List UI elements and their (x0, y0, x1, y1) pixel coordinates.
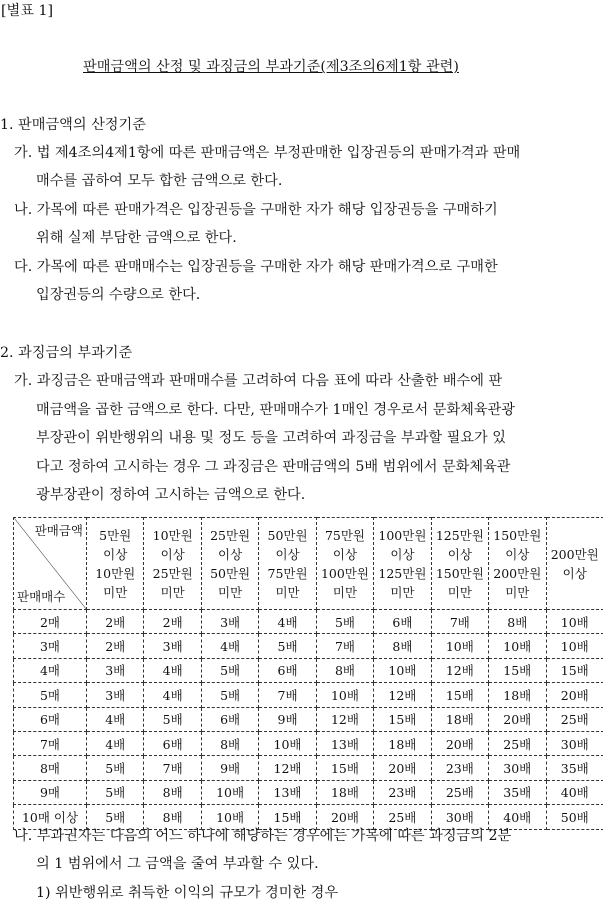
multiplier-cell: 8배 (144, 805, 201, 829)
row-label: 9매 (14, 780, 87, 804)
column-header-line: 100만원 (374, 526, 430, 545)
multiplier-cell: 12배 (316, 707, 373, 731)
section2-line-4: 다고 정하여 고시하는 경우 그 과징금은 판매금액의 5배 범위에서 문화체육관 (36, 458, 510, 476)
penalty-multiplier-table (13, 517, 603, 830)
multiplier-cell: 30배 (546, 731, 603, 755)
multiplier-cell: 5배 (87, 756, 144, 780)
multiplier-cell: 5배 (144, 707, 201, 731)
multiplier-cell: 35배 (546, 756, 603, 780)
multiplier-cell: 23배 (374, 780, 431, 804)
multiplier-cell: 2배 (87, 634, 144, 658)
multiplier-cell: 4배 (144, 683, 201, 707)
column-header-line: 이상 (144, 545, 200, 564)
section1-heading: 1. 판매금액의 산정기준 (0, 116, 146, 134)
column-header-line: 50만원 (259, 526, 315, 545)
multiplier-cell: 23배 (431, 756, 488, 780)
multiplier-cell: 25배 (374, 805, 431, 829)
column-header-line: 25만원 (144, 564, 200, 583)
column-header-line: 100만원 (317, 564, 373, 583)
multiplier-cell: 3배 (87, 683, 144, 707)
multiplier-cell: 4배 (87, 731, 144, 755)
multiplier-cell: 3배 (87, 658, 144, 682)
multiplier-cell: 18배 (489, 683, 546, 707)
multiplier-cell: 2배 (144, 610, 201, 634)
multiplier-cell: 10배 (431, 634, 488, 658)
multiplier-cell: 10배 (259, 731, 316, 755)
multiplier-cell: 5배 (201, 683, 258, 707)
row-label: 10매 이상 (14, 805, 87, 829)
multiplier-cell: 15배 (489, 658, 546, 682)
column-header-line: 미만 (489, 583, 545, 602)
column-header-7 (431, 518, 488, 610)
multiplier-cell: 8배 (374, 634, 431, 658)
multiplier-cell: 13배 (316, 731, 373, 755)
multiplier-cell: 4배 (87, 707, 144, 731)
column-header-line: 이상 (259, 545, 315, 564)
section2-line-1: 가. 과징금은 판매금액과 판매매수를 고려하여 다음 표에 따라 산출한 배수에 판 (14, 372, 502, 390)
multiplier-cell: 15배 (259, 805, 316, 829)
column-header-line: 미만 (87, 583, 143, 602)
column-header-line: 150만원 (432, 564, 488, 583)
table-row (14, 707, 603, 731)
multiplier-cell: 20배 (316, 805, 373, 829)
multiplier-cell: 7배 (259, 683, 316, 707)
column-header-6 (374, 518, 431, 610)
column-header-line: 5만원 (87, 526, 143, 545)
multiplier-cell: 12배 (259, 756, 316, 780)
multiplier-cell: 10배 (201, 780, 258, 804)
multiplier-cell: 9배 (201, 756, 258, 780)
section1-line-5: 다. 가목에 따른 판매매수는 입장권등을 구매한 자가 해당 판매가격으로 구매한 (14, 258, 498, 276)
section2-line-2: 매금액을 곱한 금액으로 한다. 다만, 판매매수가 1매인 경우로서 문화체육관광 (36, 401, 515, 419)
multiplier-cell: 40배 (546, 780, 603, 804)
multiplier-cell: 5배 (87, 805, 144, 829)
row-label: 2매 (14, 610, 87, 634)
row-label: 6매 (14, 707, 87, 731)
column-header-line: 이상 (317, 545, 373, 564)
multiplier-cell: 50배 (546, 805, 603, 829)
multiplier-cell: 25배 (431, 780, 488, 804)
section2-line-5: 광부장관이 정하여 고시하는 금액으로 한다. (36, 486, 305, 504)
table-row (14, 634, 603, 658)
multiplier-cell: 8배 (144, 780, 201, 804)
multiplier-cell: 8배 (201, 731, 258, 755)
multiplier-cell: 8배 (316, 658, 373, 682)
multiplier-cell: 15배 (431, 683, 488, 707)
multiplier-cell: 20배 (489, 707, 546, 731)
row-label: 8매 (14, 756, 87, 780)
column-header-9 (546, 518, 603, 610)
table-row (14, 731, 603, 755)
multiplier-cell: 25배 (546, 707, 603, 731)
multiplier-cell: 40배 (489, 805, 546, 829)
column-header-line: 미만 (317, 583, 373, 602)
section1-line-3: 나. 가목에 따른 판매가격은 입장권등을 구매한 자가 해당 입장권등을 구매하기 (14, 201, 498, 219)
multiplier-cell: 5배 (201, 658, 258, 682)
multiplier-cell: 12배 (374, 683, 431, 707)
column-header-8 (489, 518, 546, 610)
multiplier-cell: 7배 (144, 756, 201, 780)
multiplier-cell: 10배 (546, 634, 603, 658)
multiplier-cell: 15배 (316, 756, 373, 780)
section2-line-6: 나. 부과권자는 다음의 어느 하나에 해당하는 경우에는 가목에 따른 과징금의 2분 (14, 827, 511, 845)
column-header-line: 이상 (547, 564, 603, 583)
column-header-line: 이상 (202, 545, 258, 564)
row-label: 7매 (14, 731, 87, 755)
column-header-line: 200만원 (489, 564, 545, 583)
column-header-2 (144, 518, 201, 610)
column-header-line: 미만 (374, 583, 430, 602)
column-header-line: 미만 (144, 583, 200, 602)
row-label: 5매 (14, 683, 87, 707)
multiplier-cell: 4배 (259, 610, 316, 634)
column-header-line: 125만원 (374, 564, 430, 583)
column-header-1 (87, 518, 144, 610)
section2-line-8: 1) 위반행위로 취득한 이익의 규모가 경미한 경우 (36, 884, 338, 902)
multiplier-cell: 3배 (144, 634, 201, 658)
multiplier-cell: 10배 (546, 610, 603, 634)
table-row (14, 805, 603, 829)
section1-line-4: 위해 실제 부담한 금액으로 한다. (36, 229, 237, 247)
multiplier-cell: 4배 (144, 658, 201, 682)
section2-line-7: 의 1 범위에서 그 금액을 줄여 부과할 수 있다. (36, 855, 319, 873)
multiplier-cell: 20배 (374, 756, 431, 780)
multiplier-cell: 30배 (431, 805, 488, 829)
multiplier-cell: 7배 (431, 610, 488, 634)
multiplier-cell: 3배 (201, 610, 258, 634)
annex-tag: [별표 1] (1, 2, 53, 20)
column-header-line: 미만 (432, 583, 488, 602)
column-header-line: 150만원 (489, 526, 545, 545)
multiplier-cell: 18배 (431, 707, 488, 731)
multiplier-cell: 20배 (546, 683, 603, 707)
multiplier-cell: 5배 (259, 634, 316, 658)
column-header-line: 이상 (432, 545, 488, 564)
multiplier-cell: 10배 (201, 805, 258, 829)
table-row (14, 683, 603, 707)
column-header-line: 이상 (374, 545, 430, 564)
column-header-3 (201, 518, 258, 610)
column-header-line: 200만원 (547, 545, 603, 564)
corner-label-amount: 판매금액 (35, 521, 83, 540)
column-header-line: 미만 (259, 583, 315, 602)
column-header-line: 10만원 (87, 564, 143, 583)
column-header-4 (259, 518, 316, 610)
column-header-line: 25만원 (202, 526, 258, 545)
multiplier-cell: 9배 (259, 707, 316, 731)
multiplier-cell: 6배 (374, 610, 431, 634)
row-label: 3매 (14, 634, 87, 658)
multiplier-cell: 7배 (316, 634, 373, 658)
multiplier-cell: 13배 (259, 780, 316, 804)
table-row (14, 658, 603, 682)
column-header-line: 이상 (87, 545, 143, 564)
multiplier-cell: 15배 (374, 707, 431, 731)
multiplier-cell: 30배 (489, 756, 546, 780)
multiplier-cell: 4배 (201, 634, 258, 658)
multiplier-cell: 10배 (489, 634, 546, 658)
multiplier-cell: 6배 (201, 707, 258, 731)
section2-line-3: 부장관이 위반행위의 내용 및 정도 등을 고려하여 과징금을 부과할 필요가 있 (36, 429, 506, 447)
multiplier-cell: 2배 (87, 610, 144, 634)
column-header-line: 50만원 (202, 564, 258, 583)
multiplier-cell: 18배 (374, 731, 431, 755)
multiplier-cell: 5배 (87, 780, 144, 804)
section1-line-2: 매수를 곱하여 모두 합한 금액으로 한다. (36, 172, 282, 190)
column-header-line: 75만원 (317, 526, 373, 545)
section1-line-6: 입장권등의 수량으로 한다. (36, 286, 200, 304)
table-row (14, 756, 603, 780)
table-corner-cell (14, 518, 87, 610)
column-header-line: 미만 (202, 583, 258, 602)
multiplier-cell: 20배 (431, 731, 488, 755)
multiplier-cell: 6배 (259, 658, 316, 682)
multiplier-cell: 12배 (431, 658, 488, 682)
multiplier-cell: 18배 (316, 780, 373, 804)
multiplier-cell: 10배 (316, 683, 373, 707)
multiplier-cell: 8배 (489, 610, 546, 634)
column-header-line: 125만원 (432, 526, 488, 545)
multiplier-cell: 35배 (489, 780, 546, 804)
multiplier-cell: 5배 (316, 610, 373, 634)
row-label: 4매 (14, 658, 87, 682)
column-header-5 (316, 518, 373, 610)
column-header-line: 이상 (489, 545, 545, 564)
page-title: 판매금액의 산정 및 과징금의 부과기준(제3조의6제1항 관련) (83, 58, 459, 76)
multiplier-cell: 6배 (144, 731, 201, 755)
column-header-line: 75만원 (259, 564, 315, 583)
corner-label-count: 판매매수 (17, 587, 65, 606)
section2-heading: 2. 과징금의 부과기준 (0, 344, 132, 362)
section1-line-1: 가. 법 제4조의4제1항에 따른 판매금액은 부정판매한 입장권등의 판매가격과 판매 (14, 144, 520, 162)
multiplier-cell: 25배 (489, 731, 546, 755)
column-header-line: 10만원 (144, 526, 200, 545)
multiplier-cell: 15배 (546, 658, 603, 682)
multiplier-cell: 10배 (374, 658, 431, 682)
table-row (14, 610, 603, 634)
table-row (14, 780, 603, 804)
